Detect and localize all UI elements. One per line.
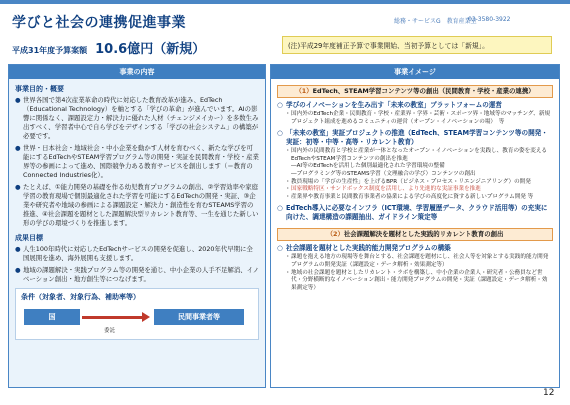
paragraph-text: 地域の課題解決・実践プログラム等の開発を通じ、中小企業の人手不足解消、イノベーション創出・地方創生等につなげます。 xyxy=(23,266,260,283)
bullet-icon: ● xyxy=(15,245,21,253)
bullet-icon: ● xyxy=(15,96,21,104)
item-detail xyxy=(285,111,553,126)
dot-icon: ・ xyxy=(285,269,291,276)
business-content-panel xyxy=(8,64,266,388)
item-heading-text: EdTech導入に必要なインフラ（ICT環境、学習履歴データ、クラウド活用等）の充実に向けた、調達構造の課題抽出、ガイドライン策定等 xyxy=(286,204,548,222)
conditions-box xyxy=(15,288,259,340)
section1-band xyxy=(277,85,553,98)
item-detail-text: 地域の社会課題を題材としたリカレント・ラボを構築し、中小企業の企業人・研究者・公務員など世代・分野横断的なイノベーション創出・能力開発プログラムの開発・実証（課題設定・データ解析・効果測定等） xyxy=(291,269,548,291)
item-detail xyxy=(285,194,553,202)
item-detail-text: ―プログラミング等のSTEAMS学習（文理融合の学び）コンテンツの創出 xyxy=(291,170,476,177)
dot-icon: ・ xyxy=(285,178,291,185)
item-heading xyxy=(277,129,553,147)
item-heading xyxy=(277,204,553,222)
conditions-heading: 条件（対象者、対象行為、補助率等） xyxy=(21,293,140,301)
item-heading xyxy=(277,101,553,110)
consignment-label: 委託 xyxy=(104,328,116,334)
item-heading-text: 「未来の教室」実証プロジェクトの推進（EdTech、STEAM学習コンテンツ等の開発・実証：初等・中等・高等・リカレント教育） xyxy=(286,129,548,147)
dot-icon: ・ xyxy=(285,111,291,117)
dot-icon: ・ xyxy=(285,148,291,155)
item-detail-text: 課題を抱える地方の現場等を舞台とする、社会課題を題材にし、社会人等を対象とする実践的能力開発プログラムの開発実証（課題設定・データ解析・効果測定等） xyxy=(291,254,549,268)
section2-title: 社会課題解決を題材とした実践的リカレント教育の創出 xyxy=(343,230,504,239)
right-panel-header: 事業イメージ xyxy=(271,65,559,79)
bullet-icon: ● xyxy=(15,266,21,274)
section1-title: EdTech、STEAM学習コンテンツ等の創出（民間教育・学校・産業の連携） xyxy=(312,87,535,95)
item-heading-text: 社会課題を題材とした実践的能力開発プログラムの構築 xyxy=(286,244,451,253)
dot-icon: ・ xyxy=(285,193,291,200)
business-image-panel xyxy=(270,64,560,388)
item-detail-text: 産業界や教育事業と民間教育事業者の協業による学びの高度化に資する新しいプログラム開発 等 xyxy=(291,193,534,200)
circle-bullet-icon: ○ xyxy=(277,101,283,109)
item-detail xyxy=(285,148,553,163)
budget-note: (注)平成29年度補正予算で事業開始、当初予算としては「新規」。 xyxy=(282,36,552,54)
item-detail-text: 国家戦略特区・サンドボックス制度を活用し、より先進的な実証事業を推進 xyxy=(291,186,481,193)
item-detail xyxy=(285,163,553,171)
outcome-paragraph xyxy=(15,245,259,263)
budget-row xyxy=(12,38,205,58)
item-detail-text: 教員現場の「学びの生産性」を上げるBPR（ビジネス・プロセス・リエンジニアリング）の開発 xyxy=(291,178,531,185)
private-operator-box: 民間事業者等 xyxy=(154,309,244,325)
section2-band xyxy=(277,228,553,241)
dot-icon: ・ xyxy=(285,186,291,193)
government-box: 国 xyxy=(24,309,80,325)
paragraph-text: 人生100年時代に対応したEdTechサービスの開発を促進し、2020年代早期に全国展開を進め、海外展開も支援します。 xyxy=(23,245,253,262)
contact-phone: 03-3580-3922 xyxy=(468,16,511,23)
circle-bullet-icon: ○ xyxy=(277,244,283,253)
item-detail xyxy=(285,171,553,179)
item-heading xyxy=(277,244,553,253)
bullet-icon: ● xyxy=(15,144,21,152)
item-detail xyxy=(285,254,553,269)
paragraph-text: 世界各国で第4次産業革命の時代に対応した教育改革が進み、EdTech（Educational Technology）を軸とする「学びの革命」が進んでいます。AIの影響に関係なく、課題設定力・解決力に優れた人材（チェンジメイカー）を多数生み出すべく、学習者中心で自ら学びをデザインする「学びの社会システム」の構築が必要です。 xyxy=(23,96,259,140)
page-title: 学びと社会の連携促進事業 xyxy=(12,15,186,31)
item-detail xyxy=(285,186,553,194)
purpose-heading: 事業目的・概要 xyxy=(15,85,64,93)
outcome-heading: 成果目標 xyxy=(15,234,43,242)
bullet-icon: ● xyxy=(15,183,21,191)
paragraph-text: たとえば、①能力開発の基礎を作る幼児教育プログラムの創出、②学習効率や家庭学習の教育現場で個別最適化された学習を可能にするEdTechの開発・実証、③企業や研究者や地域の参画による課題設定・解決力・創造性を育むSTEAMS学習の推進、④社会課題を題材とした課題解決型リカレント教育等、一生を通じた新しい形の学びの環境づくりを推進します。 xyxy=(23,183,259,227)
purpose-paragraph xyxy=(15,144,259,180)
circle-bullet-icon: ○ xyxy=(277,204,283,213)
arrow-right-icon xyxy=(82,311,152,323)
section2-number: （2） xyxy=(326,230,344,239)
purpose-paragraph xyxy=(15,183,259,228)
top-accent-bar xyxy=(0,0,570,4)
left-panel-header: 事業の内容 xyxy=(9,65,265,79)
purpose-paragraph xyxy=(15,96,259,141)
page-number: 12 xyxy=(543,388,555,398)
outcome-paragraph xyxy=(15,266,259,284)
paragraph-text: 世界・日本社会・地域社会・中小企業を動かす人材を育むべく、新たな学びを可能にするEdTechやSTEAM学習プログラム等の開発・実証を民間教育・学校・産業界等の参画によって進め、国際競争力ある教育サービスを創出します（＝教育のConnected Industries化）。 xyxy=(23,144,259,179)
budget-label: 平成31年度予算案額 xyxy=(12,46,88,55)
item-detail-text: 国内外の民間教育と学校と産業が一体となったオープン・イノベーションを実践し、教育の姿を変えるEdTechやSTEAM学習コンテンツの創出を推進 xyxy=(291,148,548,162)
budget-value: 10.6億円（新規） xyxy=(95,42,206,57)
department-label: 総務・サービスG 教育産業室 xyxy=(394,18,477,25)
item-detail-text: 国内外のEdTech企業・民間教育・学校・産業界・学界・芸術・スポーツ界・地域等のマッチング、新規プロジェクト組成を進めるコミュニティの運営（オープン・イノベーションの場） 等 xyxy=(291,111,551,125)
circle-bullet-icon: ○ xyxy=(277,129,283,138)
item-detail-text: ―AI等のEdTechを活用した個別最適化された学習環境の整備 xyxy=(291,163,445,170)
item-detail xyxy=(285,270,553,293)
dot-icon: ・ xyxy=(285,254,291,261)
item-heading-text: 学びのイノベーションを生み出す「未来の教室」プラットフォームの運営 xyxy=(286,101,503,109)
section1-number: （1） xyxy=(295,87,313,95)
